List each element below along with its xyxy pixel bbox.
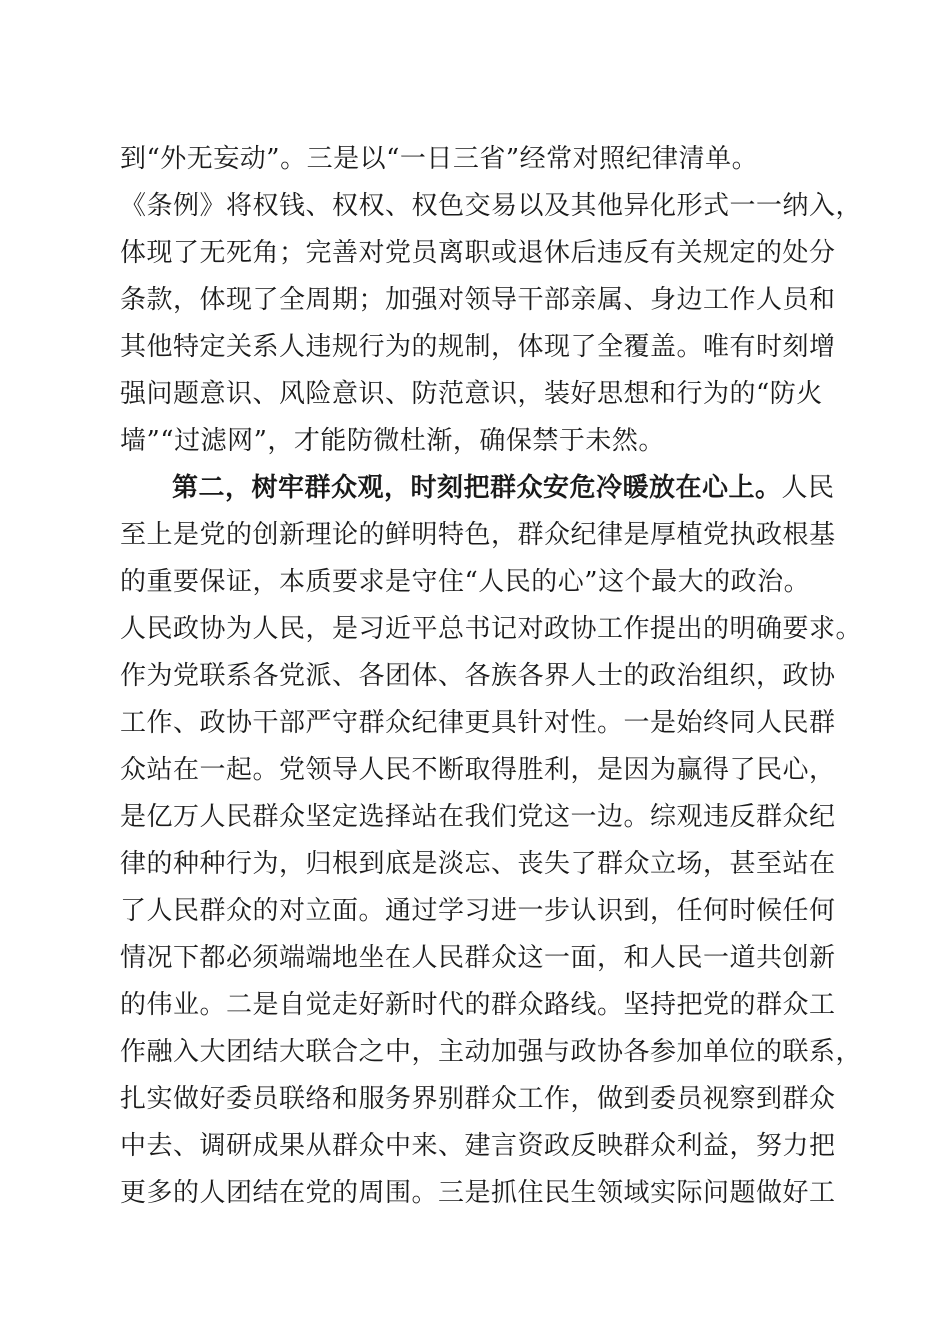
text-line: 至上是党的创新理论的鲜明特色，群众纪律是厚植党执政根基 [120,520,836,550]
text-line: 条款，体现了全周期；加强对领导干部亲属、身边工作人员和 [120,285,836,315]
text-line: 了人民群众的对立面。通过学习进一步认识到，任何时候任何 [120,896,836,926]
text-line: 其他特定关系人违规行为的规制，体现了全覆盖。唯有时刻增 [120,332,836,362]
text-line: 是亿万人民群众坚定选择站在我们党这一边。综观违反群众纪 [120,802,836,832]
section-heading: 第二，树牢群众观，时刻把群众安危冷暖放在心上。 [172,473,782,503]
text-line: 作融入大团结大联合之中，主动加强与政协各参加单位的联系， [120,1037,863,1067]
text-line: 体现了无死角；完善对党员离职或退休后违反有关规定的处分 [120,238,836,268]
text-line: 情况下都必须端端地坐在人民群众这一面，和人民一道共创新 [120,943,836,973]
text-line: 人民政协为人民，是习近平总书记对政协工作提出的明确要求。 [120,614,863,644]
text-line: 工作、政协干部严守群众纪律更具针对性。一是始终同人民群 [120,708,836,738]
text-line: 《条例》将权钱、权权、权色交易以及其他异化形式一一纳入， [120,191,863,221]
text-line: 的重要保证，本质要求是守住“人民的心”这个最大的政治。 [120,567,811,597]
paragraph-2 [120,465,863,1217]
text-line: 律的种种行为，归根到底是淡忘、丧失了群众立场，甚至站在 [120,849,836,879]
text-line: 的伟业。二是自觉走好新时代的群众路线。坚持把党的群众工 [120,990,836,1020]
text-line: 中去、调研成果从群众中来、建言资政反映群众利益，努力把 [120,1131,836,1161]
heading-line-continuation: 人民 [781,473,835,503]
text-line: 扎实做好委员联络和服务界别群众工作，做到委员视察到群众 [120,1084,836,1114]
text-line: 到“外无妄动”。三是以“一日三省”经常对照纪律清单。 [120,144,759,174]
text-line: 众站在一起。党领导人民不断取得胜利，是因为赢得了民心， [120,755,836,785]
text-line-first [120,465,835,512]
paragraph-1 [120,136,863,465]
text-line: 墙”“过滤网”，才能防微杜渐，确保禁于未然。 [120,426,665,456]
text-line: 更多的人团结在党的周围。三是抓住民生领域实际问题做好工 [120,1178,836,1208]
document-body [120,136,863,1217]
text-line: 强问题意识、风险意识、防范意识，装好思想和行为的“防火 [120,379,823,409]
text-line: 作为党联系各党派、各团体、各族各界人士的政治组织，政协 [120,661,836,691]
